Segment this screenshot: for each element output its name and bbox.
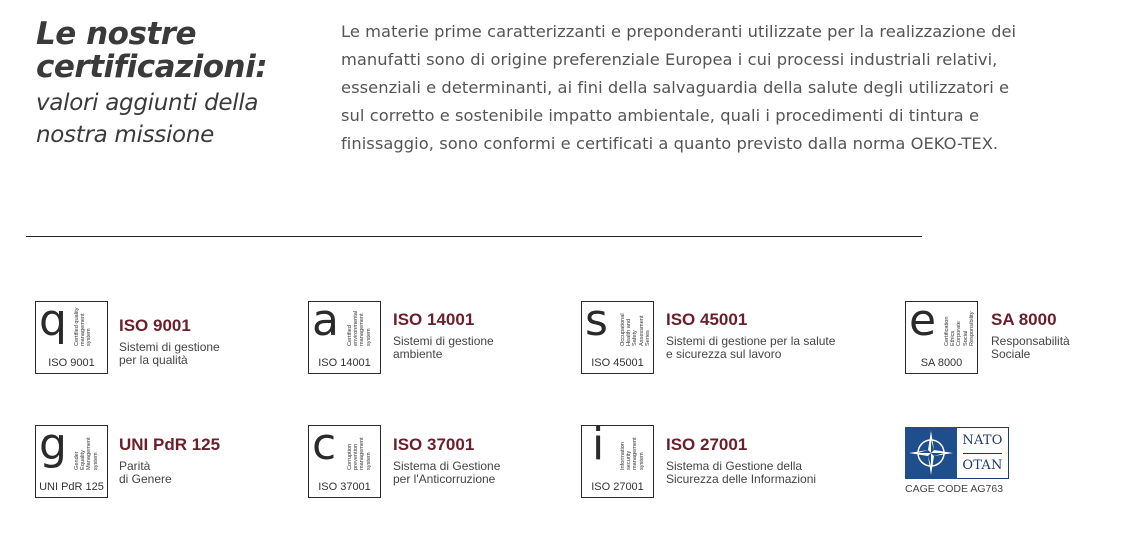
nato-compass-icon	[905, 427, 957, 479]
cert-label: Parità di Genere	[119, 459, 172, 486]
badge-letter: q	[39, 295, 67, 346]
cert-name: ISO 45001	[666, 310, 748, 329]
badge-letter: a	[312, 295, 339, 346]
cert-name: ISO 14001	[393, 310, 475, 329]
cert-name: UNI PdR 125	[119, 435, 221, 454]
iso-45001-badge-icon	[581, 295, 654, 374]
cert-label: Sistemi di gestione ambiente	[393, 334, 494, 361]
badge-code: UNI PdR 125	[39, 481, 104, 493]
badge-code: ISO 45001	[591, 357, 644, 369]
cert-label: Sistema di Gestione della Sicurezza delle Informazioni	[666, 459, 817, 486]
cert-label: Sistemi di gestione per la salute e sicurezza sul lavoro	[666, 334, 836, 361]
badge-description: Corruption prevention management system	[347, 437, 372, 470]
iso-9001-badge-icon	[35, 295, 108, 374]
nato-logo-icon	[905, 427, 1009, 479]
badge-code: ISO 27001	[591, 481, 644, 493]
badge-code: SA 8000	[920, 357, 963, 369]
iso-14001-badge-icon	[308, 295, 381, 374]
cert-name: ISO 27001	[666, 435, 748, 454]
iso-37001-badge-icon	[308, 419, 381, 498]
badge-code: ISO 14001	[318, 357, 371, 369]
cert-label: Sistemi di gestione per la qualità	[119, 340, 220, 367]
badge-description: Information security management system	[620, 437, 645, 470]
badge-description: Certified quality management system	[74, 307, 93, 346]
nato-wordmark: NATO OTAN	[957, 427, 1009, 479]
badge-letter: s	[585, 295, 608, 346]
badge-letter: e	[909, 295, 937, 346]
badge-code: ISO 37001	[318, 481, 371, 493]
cert-label: Sistema di Gestione per l'Anticorruzione	[393, 459, 501, 486]
badge-letter: c	[312, 419, 337, 470]
section-heading	[36, 18, 326, 151]
cert-label: Responsabilità Sociale	[991, 334, 1070, 361]
page-title: Le nostre certificazioni:	[36, 16, 268, 85]
uni-pdr-125-badge-icon	[35, 419, 108, 498]
badge-description: Certified environmental management system	[347, 310, 372, 346]
badge-code: ISO 9001	[48, 357, 95, 369]
badge-description: Gender Equality Management system	[74, 437, 99, 470]
badge-description: Occupational Health and Safety Assessment Series	[620, 313, 651, 346]
intro-paragraph: Le materie prime caratterizzanti e preponderanti utilizzate per la realizzazione dei manufatti sono di origine preferenziale Europea i cui processi industriali relativi, essenziali e determinanti, ai fini della salvaguardia della salute degli utilizzatori e sul corretto e sostenibile impatto ambientale, quali i procedimenti di tintura e finissaggio, sono conformi e certificati a quanto previsto dalla norma OEKO-TEX.	[341, 22, 1017, 153]
cage-code: CAGE CODE AG763	[905, 483, 1004, 495]
divider	[26, 236, 922, 237]
badge-letter: i	[592, 419, 605, 470]
cert-name: ISO 37001	[393, 435, 475, 454]
cert-name: ISO 9001	[119, 316, 191, 335]
cert-name: SA 8000	[991, 310, 1057, 329]
badge-description: Certification Ethics Corporate Social Responsibility	[944, 311, 975, 346]
badge-letter: g	[39, 419, 67, 470]
page-subtitle: valori aggiunti della nostra missione	[36, 90, 259, 148]
iso-27001-badge-icon	[581, 419, 654, 498]
sa-8000-badge-icon	[905, 295, 978, 374]
